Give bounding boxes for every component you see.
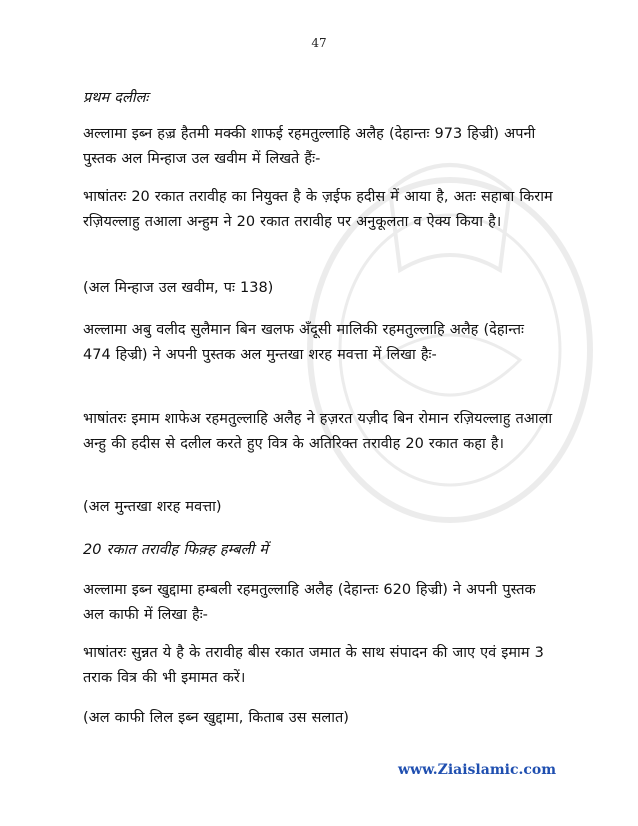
citation-1: (अल मिन्हाज उल खवीम, पः 138) [83,280,274,296]
paragraph-translation-3: भाषांतरः सुन्नत ये है के तरावीह बीस रकात जमात के साथ संपादन की जाए एवं इमाम 3 तराक वित्र की भी इमामत करें। [83,645,544,686]
paragraph-ibn-hajar: अल्लामा इब्न हज़्र हैतमी मक्की शाफई रहमतुल्लाहि अलैह (देहान्तः 973 हिज्री) अपनी पुस्तक अल मिन्हाज उल खवीम में लिखते हैंः- [83,126,536,167]
citation-2: (अल मुन्तखा शरह मवत्ता) [83,499,222,515]
section-heading-first-evidence: प्रथम दलीलः [83,90,149,106]
section-heading-hanbali: 20 रकात तरावीह फिक़्ह हम्बली में [83,542,268,558]
paragraph-translation-2: भाषांतरः इमाम शाफेअ रहमतुल्लाहि अलैह ने हज़रत यज़ीद बिन रोमान रज़ियल्लाहु तआला अन्हु की हदीस से दलील करते हुए वित्र के अतिरिक्त तरावीह 20 रकात कहा है। [83,411,553,452]
citation-3: (अल काफी लिल इब्न खुद्दामा, किताब उस सलात) [83,710,349,726]
website-link[interactable]: www.Ziaislamic.com [398,762,557,778]
paragraph-abu-walid: अल्लामा अबु वलीद सुलैमान बिन खलफ अँदूसी मालिकी रहमतुल्लाहि अलैह (देहान्तः 474 हिज्री) ने अपनी पुस्तक अल मुन्तखा शरह मवत्ता में लिखा हैः- [83,322,524,363]
page-number: 47 [311,36,327,50]
paragraph-ibn-qudama: अल्लामा इब्न खुद्दामा हम्बली रहमतुल्लाहि अलैह (देहान्तः 620 हिज्री) ने अपनी पुस्तक अल काफी में लिखा हैः- [83,582,536,623]
paragraph-translation-1: भाषांतरः 20 रकात तरावीह का नियुक्त है के ज़ईफ हदीस में आया है, अतः सहाबा किराम रज़ियल्लाहु तआला अन्हुम ने 20 रकात तरावीह पर अनुकूलता व ऐक्य किया है। [83,189,553,230]
